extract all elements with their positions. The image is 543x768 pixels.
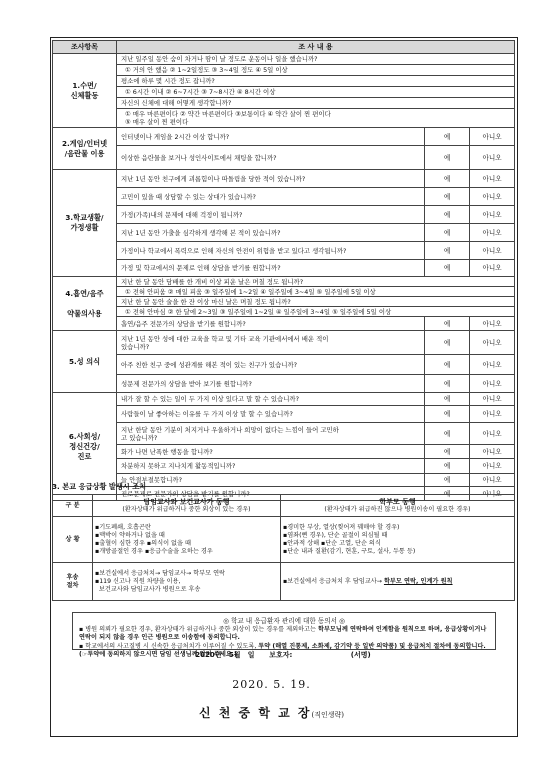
question-school-6: 가정 및 학교에서의 문제로 인해 상담을 받기를 원합니까? xyxy=(117,260,425,277)
no-option[interactable]: 아니오 xyxy=(470,206,515,224)
yes-option[interactable]: 예 xyxy=(425,375,470,393)
question-sex-1-line2: 있습니까? xyxy=(121,342,150,351)
followup-parent-2: 학부모 연락, 인계가 원칙 xyxy=(383,577,453,585)
notice-p2d: (☞투약에 동의하지 않으시면 담임 선생님께 알려 주세요.) xyxy=(79,651,237,658)
category-smoking: 4.흡연/음주 약물의사용 xyxy=(53,277,117,331)
options-smoke-2[interactable]: ① 전혀 안마심 ② 한 달에 2~3일 ③ 일주일에 1~2일 ④ 일주일에 3~4일 ⑤ 일주일에 5일 이상 xyxy=(117,307,515,317)
header-content: 조 사 내 용 xyxy=(117,41,515,54)
yes-option[interactable]: 예 xyxy=(425,459,470,474)
question-school-5: 가정이나 학교에서 폭력으로 인해 자신의 안전이 위험을 받고 있다고 생각됩니까? xyxy=(117,242,425,260)
question-social-3 xyxy=(117,423,425,445)
no-option[interactable]: 아니오 xyxy=(470,128,515,146)
survey-table xyxy=(52,40,515,501)
options-sleep-3-line1: ① 매우 마른편이다 ② 약간 마른편이다 ③보통이다 ④ 약간 살이 찐 편이다 xyxy=(125,110,331,118)
emergency-section-title: 3. 본교 응급상황 발생시 조치 xyxy=(52,482,147,491)
no-option[interactable]: 아니오 xyxy=(470,375,515,393)
no-option[interactable]: 아니오 xyxy=(470,170,515,188)
question-school-4: 지난 1년 동안 가출을 심각하게 생각해 본 적이 있습니까? xyxy=(117,224,425,242)
situation-parent-2: ▪염좌(삔 경우), 단순 골절이 의심될 때 xyxy=(283,531,388,539)
no-option[interactable]: 아니오 xyxy=(470,423,515,445)
yes-option[interactable]: 예 xyxy=(425,406,470,423)
notice-paragraph-1 xyxy=(79,626,489,642)
col-teacher-header xyxy=(93,495,281,517)
situation-teacher xyxy=(93,517,281,563)
seal-note: (직인생략) xyxy=(311,711,344,719)
survey-header-row xyxy=(53,41,515,54)
question-sex-1-line1: 지난 1년 동안 성에 대한 교육을 학교 및 기타 교육 기관에서에서 배운 적이 xyxy=(121,334,329,343)
question-sleep-3: 자신의 신체에 대해 어떻게 생각합니까? xyxy=(117,98,515,109)
question-school-3: 가정(가족)내의 문제에 대해 걱정이 됩니까? xyxy=(117,206,425,224)
yes-option[interactable]: 예 xyxy=(425,474,470,487)
question-sleep-2: 평소에 하루 몇 시간 정도 잡니까? xyxy=(117,76,515,87)
question-social-2: 사람들이 날 좋아하는 이유를 두 가지 이상 말 할 수 있습니까? xyxy=(117,406,425,423)
notice-p2b: 투약 (해열 진통제, 소화제, 감기약 등 일반 xyxy=(258,643,375,650)
yes-option[interactable]: 예 xyxy=(425,445,470,459)
question-social-5: 차분하지 못하고 지나치게 활동적입니까? xyxy=(117,459,425,474)
no-option[interactable]: 아니오 xyxy=(470,445,515,459)
question-smoke-3: 흡연/음주 전문가의 상담을 받기를 원합니까? xyxy=(117,317,425,331)
question-social-4: 화가 나면 난폭한 행동을 합니까? xyxy=(117,445,425,459)
situation-parent-4: ▪단순 내과 질환(감기, 현훈, 구토, 설사, 두통 등) xyxy=(283,547,416,555)
no-option[interactable]: 아니오 xyxy=(470,474,515,487)
col-teacher-sub: (환자상태가 위급하거나 중한 외상이 있는 경우) xyxy=(122,505,251,513)
no-option[interactable]: 아니오 xyxy=(470,331,515,355)
notice-p2c: 의약품) 및 응급처치 절차에 동의합니다. xyxy=(376,643,486,650)
question-sex-3: 성문제 전문가의 상담을 받아 보기를 원합니까? xyxy=(117,375,425,393)
situation-parent-1: ▪경미한 부상, 열상(찢어져 꿰매야 할 경우) xyxy=(283,523,400,531)
school-name: 신 천 중 학 교 장 xyxy=(199,706,312,720)
category-school: 3.학교생활/ 가정생활 xyxy=(53,170,117,277)
question-social-3-line1: 지난 한달 동안 기분이 처지거나 우울하거나 희망이 없다는 느낌이 들어 고민하 xyxy=(121,425,339,434)
options-sleep-3-line2: ⑤ 매우 살이 찐 편이다 xyxy=(125,118,189,126)
category-sleep: 1.수면/ 신체활동 xyxy=(53,54,117,128)
question-social-6: 늘 안절부절못합니까? xyxy=(117,474,425,487)
no-option[interactable]: 아니오 xyxy=(470,317,515,331)
situation-parent xyxy=(281,517,515,563)
followup-parent-1: ▪보건실에서 응급처치 후 담임교사→ xyxy=(283,577,382,585)
question-social-7: 진로문제로 전문가의 상담을 받기를 원합니까? xyxy=(117,487,425,501)
question-social-3-line2: 고 있습니까? xyxy=(121,433,158,442)
notice-p1c: 인계함을 원칙으로 하며, 응급상황이거나 연락이 되지 않을 경우 인근 병원으로 이송함에 동의합니다. xyxy=(79,626,487,641)
no-option[interactable]: 아니오 xyxy=(470,260,515,277)
col-parent-title: 학부모 동행 xyxy=(379,497,416,506)
category-game: 2.게임/인터넷 /음란물 이용 xyxy=(53,128,117,170)
no-option[interactable]: 아니오 xyxy=(470,242,515,260)
followup-teacher xyxy=(93,563,281,601)
notice-p1b: 학부모님께 연락하여 xyxy=(317,626,374,633)
notice-p2a: ▪ 학교에서의 사고질병 시 신속한 응급처치가 이루어질 수 있도록, xyxy=(79,643,259,650)
yes-option[interactable]: 예 xyxy=(425,393,470,406)
no-option[interactable]: 아니오 xyxy=(470,459,515,474)
options-sleep-1[interactable]: ① 거의 안 했음 ② 1~2일정도 ③ 3~4일 정도 ④ 5일 이상 xyxy=(117,65,515,76)
gubun-label: 구 분 xyxy=(53,495,93,517)
situation-label: 상 황 xyxy=(53,517,93,563)
situation-teacher-2: ▪맥박이 약하거나 없을 때 xyxy=(95,531,165,539)
question-school-2: 고민이 있을 때 상담할 수 있는 상대가 있습니까? xyxy=(117,188,425,206)
issue-date: 2020. 5. 19. xyxy=(232,678,311,691)
options-sleep-3[interactable] xyxy=(117,109,515,128)
question-social-1: 내가 잘 할 수 있는 일이 두 가지 이상 있다고 말 할 수 있습니까? xyxy=(117,393,425,406)
yes-option[interactable]: 예 xyxy=(425,128,470,146)
options-sleep-2[interactable]: ① 6시간 이내 ② 6~7시간 ③ 7~8시간 ④ 8시간 이상 xyxy=(117,87,515,98)
notice-title: ◎ 학교 내 응급환자 관리에 대한 동의서 ◎ xyxy=(223,617,345,625)
followup-teacher-3: 보건교사와 담임교사가 병원으로 후송 xyxy=(95,585,201,593)
yes-option[interactable]: 예 xyxy=(425,188,470,206)
yes-option[interactable]: 예 xyxy=(425,146,470,170)
category-sex: 5.성 의식 xyxy=(53,331,117,393)
yes-option[interactable]: 예 xyxy=(425,355,470,375)
no-option[interactable]: 아니오 xyxy=(470,188,515,206)
question-smoke-1: 지난 한 달 동안 담배를 한 개비 이상 피운 날은 며칠 정도 됩니까? xyxy=(117,277,515,287)
situation-parent-3: ▪안과적 상해 ▪단순 고열, 단순 의식 xyxy=(283,539,381,547)
question-sleep-1: 지난 일주일 동안 숨이 차거나 땀이 날 정도로 운동이나 일을 했습니까? xyxy=(117,54,515,65)
options-smoke-1[interactable]: ① 전혀 안피움 ② 매일 피움 ③ 일주일에 1~2일 ④ 일주일에 3~4일 ⑤ 일주일에 5일 이상 xyxy=(117,287,515,297)
question-smoke-2: 지난 한 달 동안 술을 한 잔 이상 마신 날은 며칠 정도 됩니까? xyxy=(117,297,515,307)
yes-option[interactable]: 예 xyxy=(425,331,470,355)
yes-option[interactable]: 예 xyxy=(425,206,470,224)
question-sex-1 xyxy=(117,331,425,355)
no-option[interactable]: 아니오 xyxy=(470,487,515,501)
yes-option[interactable]: 예 xyxy=(425,242,470,260)
yes-option[interactable]: 예 xyxy=(425,487,470,501)
yes-option[interactable]: 예 xyxy=(425,423,470,445)
category-social: 6.사회성/ 정신건강/ 진로 xyxy=(53,393,117,501)
followup-teacher-2: ▪119 신고나 직원 차량을 이용, xyxy=(95,577,181,585)
guardian-signature-line[interactable]: 2020년 5월 일 보호자: (서명) xyxy=(195,651,371,659)
yes-option[interactable]: 예 xyxy=(425,317,470,331)
no-option[interactable]: 아니오 xyxy=(470,224,515,242)
no-option[interactable]: 아니오 xyxy=(470,406,515,423)
situation-teacher-1: ▪기도폐쇄, 호흡곤란 xyxy=(95,523,151,531)
school-principal xyxy=(0,704,543,721)
no-option[interactable]: 아니오 xyxy=(470,393,515,406)
question-game-1: 인터넷이나 게임을 2시간 이상 합니까? xyxy=(117,128,425,146)
yes-option[interactable]: 예 xyxy=(425,170,470,188)
col-parent-sub: (환자상태가 위급하진 않으나 병원이송이 필요한 경우) xyxy=(324,505,471,513)
followup-label: 후송 절차 xyxy=(53,563,93,601)
no-option[interactable]: 아니오 xyxy=(470,355,515,375)
yes-option[interactable]: 예 xyxy=(425,224,470,242)
followup-teacher-1: ▪보건실에서 응급처치→ 담임교사→ 학부모 연락 xyxy=(95,569,226,577)
question-school-1: 지난 1년 동안 친구에게 괴롭힘이나 따돌림을 당한 적이 있습니까? xyxy=(117,170,425,188)
question-sex-2: 아주 친한 친구 중에 성관계를 해본 적이 있는 친구가 있습니까? xyxy=(117,355,425,375)
no-option[interactable]: 아니오 xyxy=(470,146,515,170)
situation-teacher-4: ▪개방골절인 경우 ▪응급수술을 요하는 경우 xyxy=(95,547,213,555)
followup-parent xyxy=(281,563,515,601)
emergency-table xyxy=(52,494,515,601)
col-parent-header xyxy=(281,495,515,517)
yes-option[interactable]: 예 xyxy=(425,260,470,277)
col-teacher-title: 담임교사와 보건교사가 동행 xyxy=(143,497,230,506)
notice-p1a: ▪ 병원 의뢰가 필요한 경우, 환자상태가 위급하거나 중한 외상이 있는 경우를 제외하고는 xyxy=(79,626,318,633)
header-item: 조사항목 xyxy=(53,41,117,54)
question-game-2: 이상한 음란물을 보거나 성인사이트에서 채팅을 합니까? xyxy=(117,146,425,170)
situation-teacher-3: ▪출혈이 심한 경우 ▪의식이 없을 때 xyxy=(95,539,191,547)
